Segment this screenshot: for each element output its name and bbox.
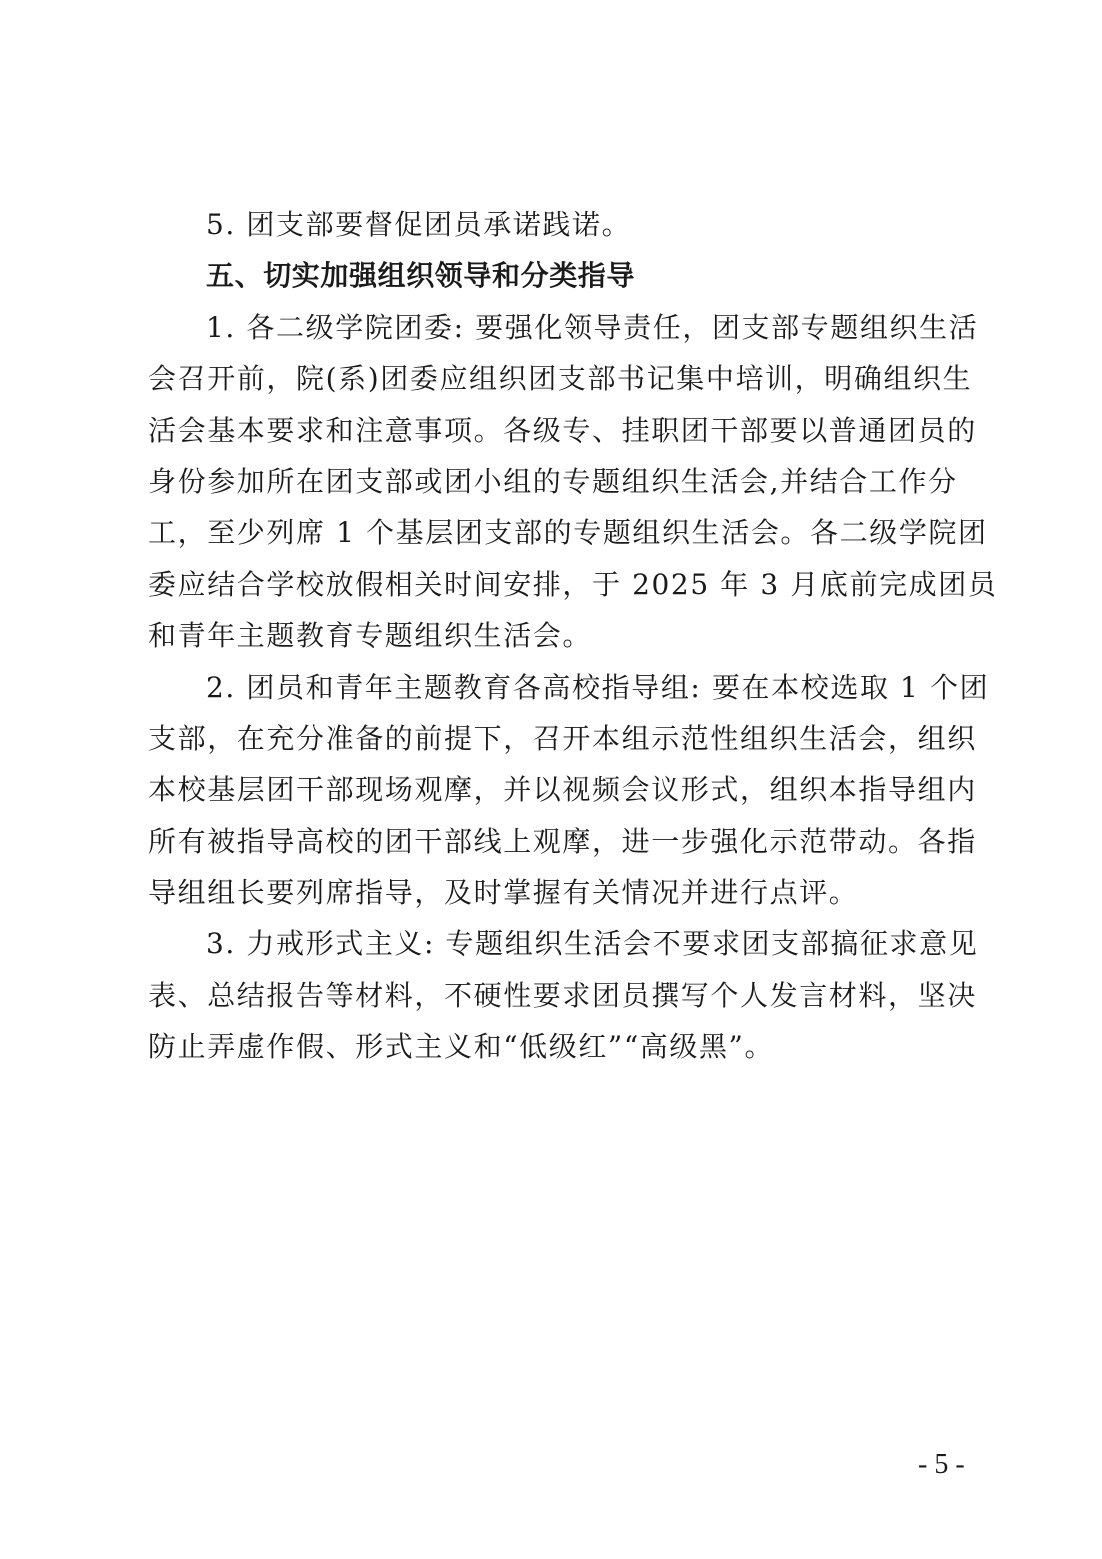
paragraph-line: 所有被指导高校的团干部线上观摩，进一步强化示范带动。各指 [148, 824, 977, 858]
document-body [148, 199, 998, 1073]
paragraph-line: 3. 力戒形式主义: 专题组织生活会不要求团支部搞征求意见 [206, 927, 979, 961]
paragraph-line: 委应结合学校放假相关时间安排，于 2025 年 3 月底前完成团员 [148, 567, 998, 601]
paragraph-line: 表、总结报告等材料，不硬性要求团员撰写个人发言材料，坚决 [148, 978, 977, 1012]
paragraph-line: 支部，在充分准备的前提下，召开本组示范性组织生活会，组织 [148, 721, 977, 755]
paragraph-line: 会召开前，院(系)团委应组织团支部书记集中培训，明确组织生 [148, 362, 973, 396]
paragraph-line: 防止弄虚作假、形式主义和“低级红”“高级黑”。 [148, 1030, 775, 1064]
paragraph-line: 导组组长要列席指导，及时掌握有关情况并进行点评。 [148, 876, 859, 910]
paragraph-line: 1. 各二级学院团委: 要强化领导责任，团支部专题组织生活 [206, 310, 979, 344]
paragraph-line: 活会基本要求和注意事项。各级专、挂职团干部要以普通团员的 [148, 413, 977, 447]
paragraph-item-5-branch-promise: 5. 团支部要督促团员承诺践诺。 [206, 208, 632, 241]
paragraph-line: 工，至少列席 1 个基层团支部的专题组织生活会。各二级学院团 [148, 516, 988, 550]
section-heading-five: 五、切实加强组织领导和分类指导 [206, 259, 636, 293]
paragraph-line: 身份参加所在团支部或团小组的专题组织生活会,并结合工作分 [148, 464, 958, 498]
paragraph-line: 和青年主题教育专题组织生活会。 [148, 619, 593, 653]
page-number: - 5 - [918, 1449, 965, 1480]
paragraph-line: 本校基层团干部现场观摩，并以视频会议形式，组织本指导组内 [148, 773, 977, 807]
paragraph-line: 2. 团员和青年主题教育各高校指导组: 要在本校选取 1 个团 [206, 670, 990, 704]
